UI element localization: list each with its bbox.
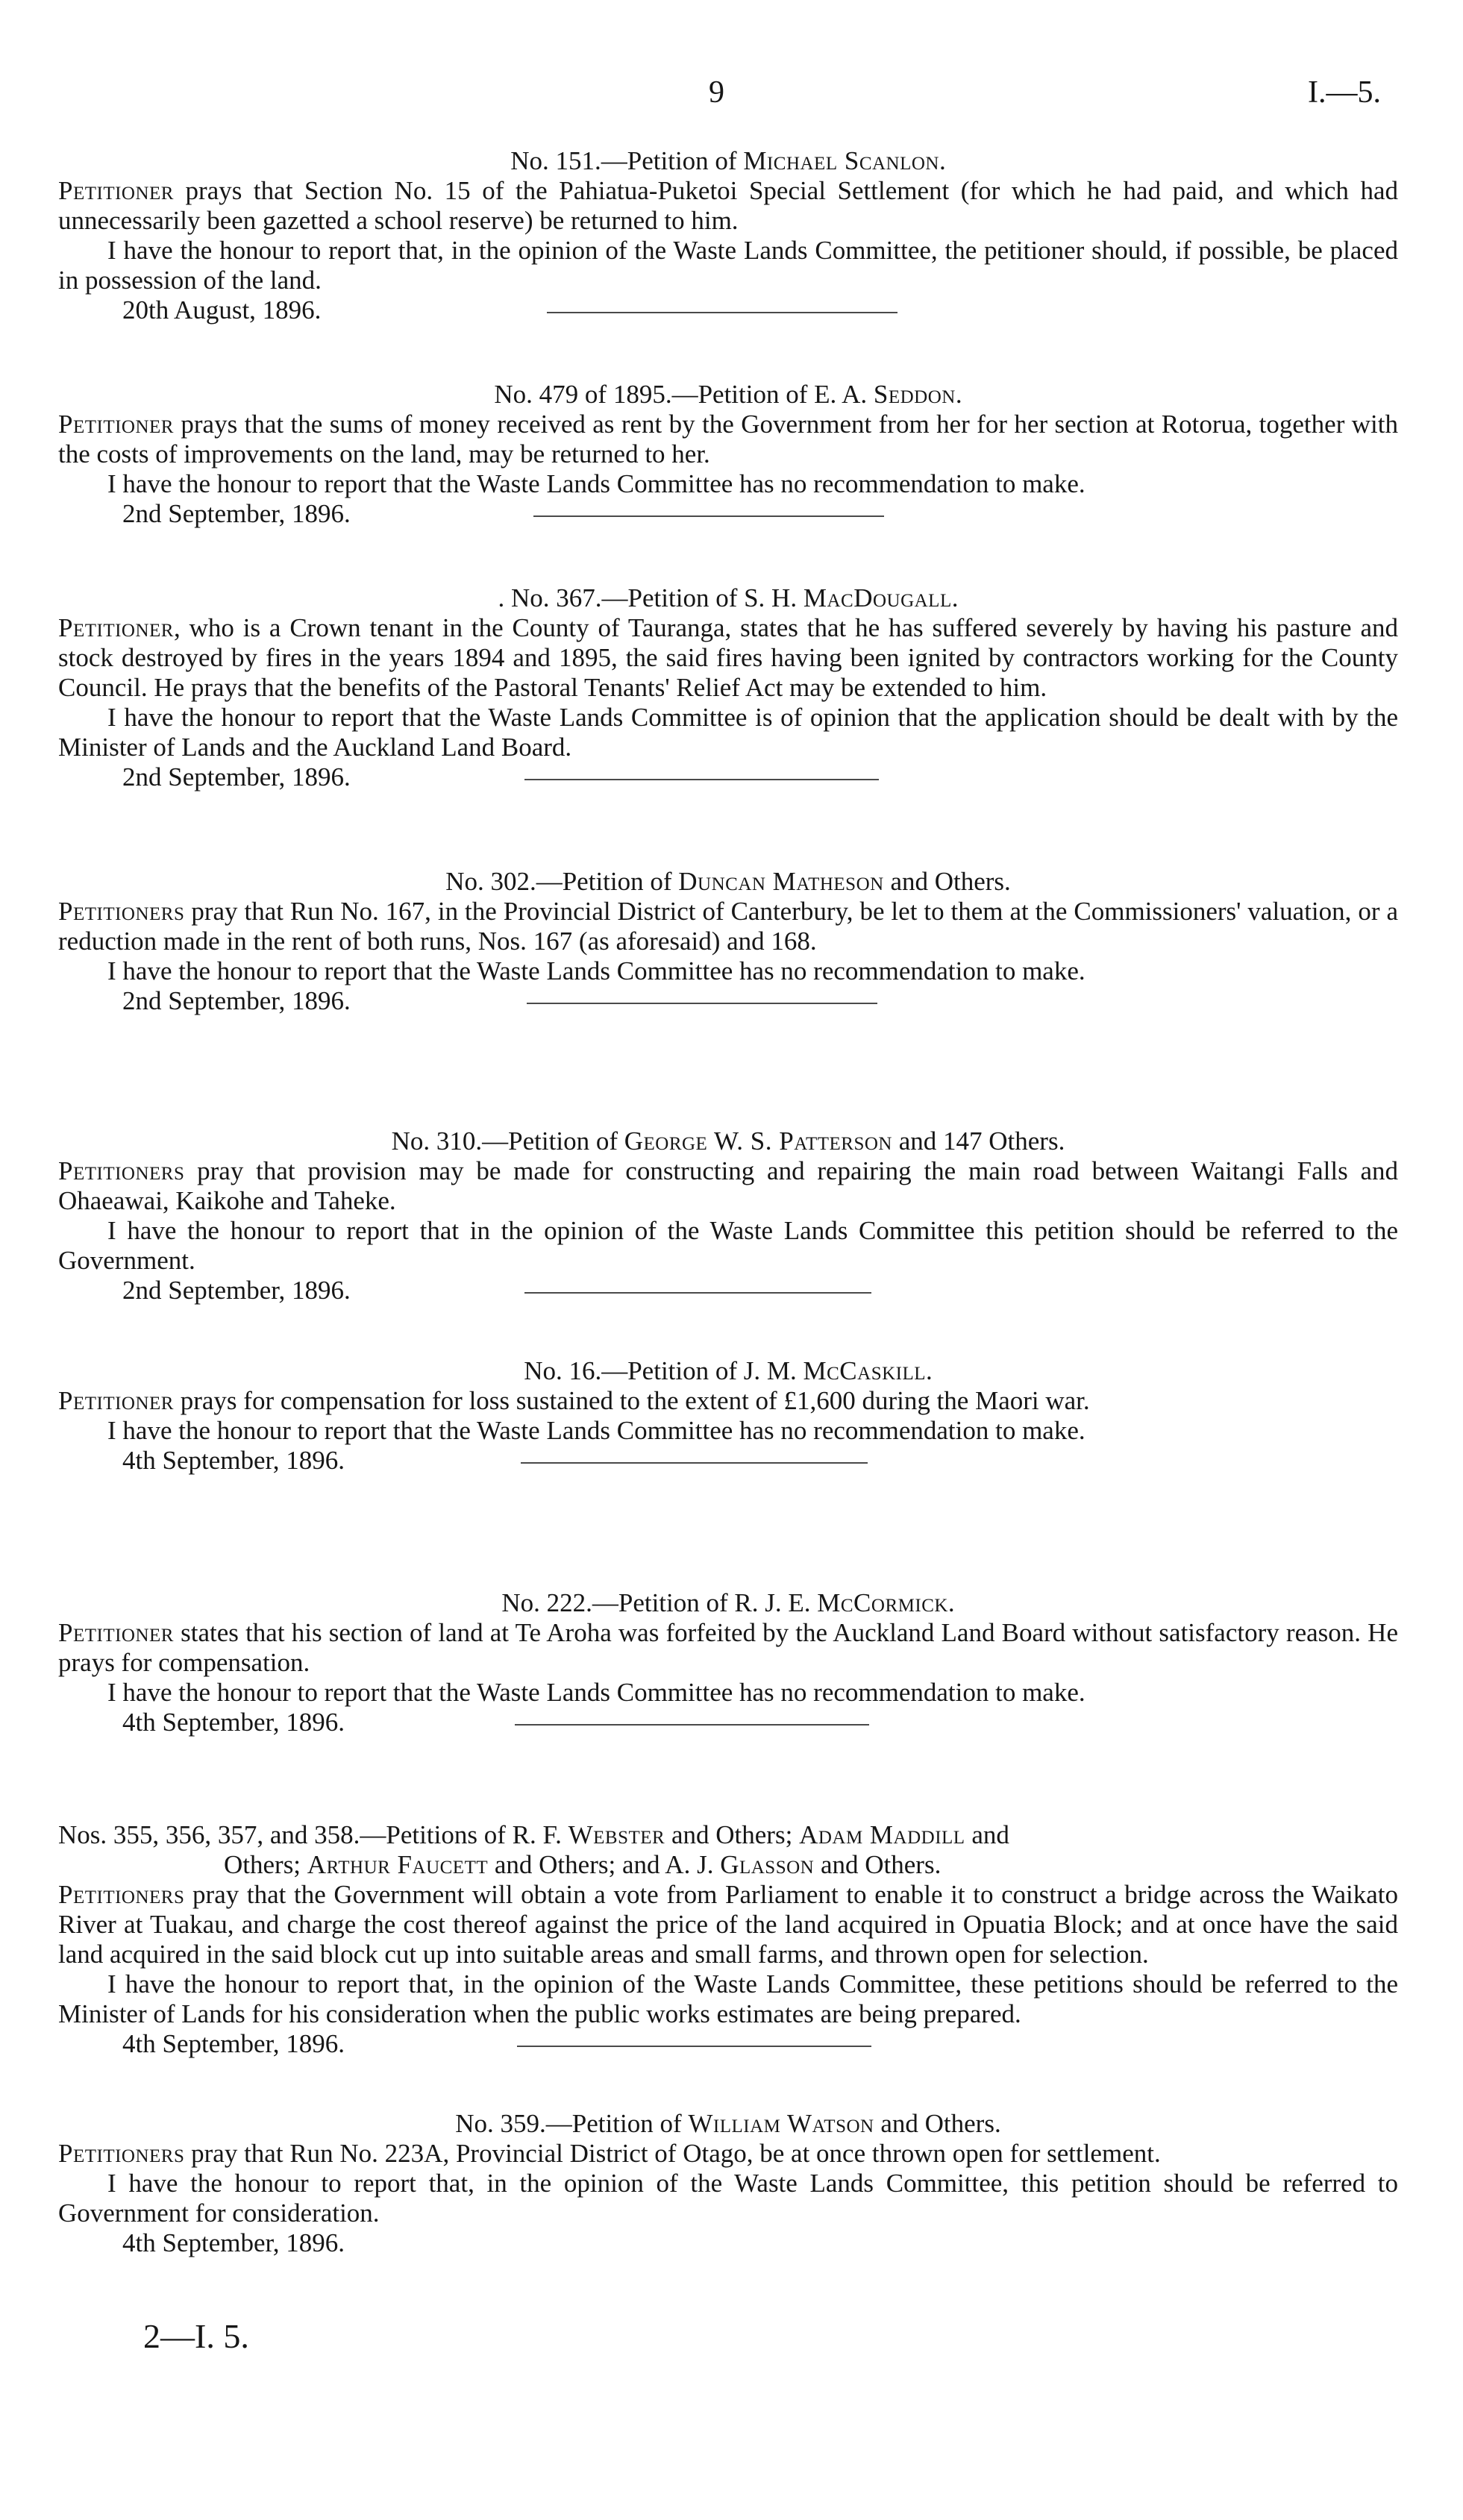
petition-entry xyxy=(58,146,1398,325)
petitioner-name: Seddon xyxy=(873,380,956,409)
committee-report: I have the honour to report that the Waste Lands Committee has no recommendation to make. xyxy=(107,1416,1085,1445)
petitioner-name: George W. S. Patterson xyxy=(624,1126,892,1156)
section-divider xyxy=(547,312,897,313)
petition-body: Petitioner, who is a Crown tenant in the County of Tauranga, states that he has suffered severely by having his pasture and stock destroyed by fires in the years 1894 and 1895, the said fires having been ignited by contractors working for the County Council. He prays that the benefits of the Pastoral Tenants' Relief Act may be extended to him. xyxy=(58,613,1398,702)
petition-body: Petitioner prays that Section No. 15 of the Pahiatua-Puketoi Special Settlement (for which he had paid, and which had unnecessarily been gazetted a school reserve) be returned to him. xyxy=(58,176,1398,235)
committee-report: I have the honour to report that, in the opinion of the Waste Lands Committee, this petition should be referred to Government for consideration. xyxy=(58,2169,1398,2228)
committee-report: I have the honour to report that the Waste Lands Committee has no recommendation to make. xyxy=(107,1678,1085,1707)
section-divider xyxy=(521,1462,868,1464)
committee-report: I have the honour to report that, in the opinion of the Waste Lands Committee, the petitioner should, if possible, be placed in possession of the land. xyxy=(58,236,1398,295)
petition-body: Petitioner prays for compensation for loss sustained to the extent of £1,600 during the Maori war. xyxy=(58,1386,1090,1415)
report-date: 4th September, 1896. xyxy=(58,1446,1398,1476)
petitioner-name: Adam Maddill xyxy=(799,1820,965,1849)
signature-mark: 2—I. 5. xyxy=(143,2317,249,2355)
petition-title: No. 479 of 1895.—Petition of E. A. Seddon. xyxy=(494,380,962,409)
petition-entry xyxy=(58,1820,1398,2059)
report-date: 20th August, 1896. xyxy=(58,295,1398,325)
petitioner-name: McCormick xyxy=(817,1588,948,1617)
petition-body: Petitioner states that his section of land at Te Aroha was forfeited by the Auckland Land Board without satisfactory reason. He prays for compensation. xyxy=(58,1618,1398,1677)
petition-entry xyxy=(58,583,1398,792)
petition-body: Petitioners pray that the Government will obtain a vote from Parliament to enable it to construct a bridge across the Waikato River at Tuakau, and charge the cost thereof against the price of the land acquired in Opuatia Block; and at once have the said land acquired in the said block cut up into suitable areas and small farms, and thrown open for selection. xyxy=(58,1880,1398,1969)
section-divider xyxy=(524,1292,871,1294)
section-divider xyxy=(527,1003,877,1004)
petition-entry xyxy=(58,1126,1398,1306)
petition-body: Petitioners pray that Run No. 223A, Provincial District of Otago, be at once thrown open for settlement. xyxy=(58,2139,1161,2168)
petition-entry xyxy=(58,1588,1398,1737)
section-divider xyxy=(524,779,879,780)
petition-title: No. 359.—Petition of William Watson and Others. xyxy=(455,2109,1001,2138)
section-divider xyxy=(515,1724,869,1726)
petition-title: No. 16.—Petition of J. M. McCaskill. xyxy=(524,1356,933,1385)
petition-entry xyxy=(58,867,1398,1016)
petition-title: No. 151.—Petition of Michael Scanlon. xyxy=(510,146,946,175)
committee-report: I have the honour to report that the Waste Lands Committee has no recommendation to make. xyxy=(107,469,1085,498)
report-date: 2nd September, 1896. xyxy=(58,1276,1398,1306)
report-date: 2nd September, 1896. xyxy=(58,986,1398,1016)
petition-title: Nos. 355, 356, 357, and 358.—Petitions of R. F. Webster and Others; Adam Maddill and Others; Arthur Faucett and Others; and A. J. Glasson and Others. xyxy=(58,1820,1009,1879)
petition-title: No. 302.—Petition of Duncan Matheson and Others. xyxy=(445,867,1011,896)
petitioner-name: Arthur Faucett xyxy=(307,1850,489,1879)
petitioner-name: Webster xyxy=(568,1820,665,1849)
report-date: 2nd September, 1896. xyxy=(58,499,1398,529)
committee-report: I have the honour to report that the Waste Lands Committee is of opinion that the application should be dealt with by the Minister of Lands and the Auckland Land Board. xyxy=(58,703,1398,762)
section-divider xyxy=(517,2046,871,2047)
report-date: 2nd September, 1896. xyxy=(58,762,1398,792)
petition-entry xyxy=(58,2109,1398,2258)
petitioner-name: McCaskill xyxy=(803,1356,927,1385)
report-date: 4th September, 1896. xyxy=(58,2029,1398,2059)
petition-body: Petitioner prays that the sums of money received as rent by the Government from her for her section at Rotorua, together with the costs of improvements on the land, may be returned to her. xyxy=(58,410,1398,468)
section-divider xyxy=(533,515,884,517)
petition-title: . No. 367.—Petition of S. H. MacDougall. xyxy=(498,583,959,612)
petition-body: Petitioners pray that Run No. 167, in the Provincial District of Canterbury, be let to them at the Commissioners' valuation, or a reduction made in the rent of both runs, Nos. 167 (as aforesaid) and 168. xyxy=(58,897,1398,956)
report-date: 4th September, 1896. xyxy=(122,2228,345,2257)
petition-title: No. 222.—Petition of R. J. E. McCormick. xyxy=(501,1588,955,1617)
committee-report: I have the honour to report that in the opinion of the Waste Lands Committee this petition should be referred to the Government. xyxy=(58,1216,1398,1275)
petitioner-name: Glasson xyxy=(720,1850,815,1879)
petition-body: Petitioners pray that provision may be made for constructing and repairing the main road between Waitangi Falls and Ohaeawai, Kaikohe and Taheke. xyxy=(58,1156,1398,1215)
page-number: 9 xyxy=(709,75,724,110)
petition-entry xyxy=(58,380,1398,529)
report-date: 4th September, 1896. xyxy=(58,1708,1398,1737)
petitioner-name: Michael Scanlon xyxy=(743,146,939,175)
committee-report: I have the honour to report that the Waste Lands Committee has no recommendation to make. xyxy=(107,956,1085,985)
petition-entry xyxy=(58,1356,1398,1476)
petitioner-name: Duncan Matheson xyxy=(678,867,884,896)
petitioner-name: MacDougall xyxy=(803,583,952,612)
committee-report: I have the honour to report that, in the opinion of the Waste Lands Committee, these petitions should be referred to the Minister of Lands for his consideration when the public works estimates are being prepared. xyxy=(58,1969,1398,2028)
petitioner-name: William Watson xyxy=(688,2109,874,2138)
petition-title: No. 310.—Petition of George W. S. Patterson and 147 Others. xyxy=(391,1126,1065,1156)
document-reference: I.—5. xyxy=(1308,75,1381,110)
